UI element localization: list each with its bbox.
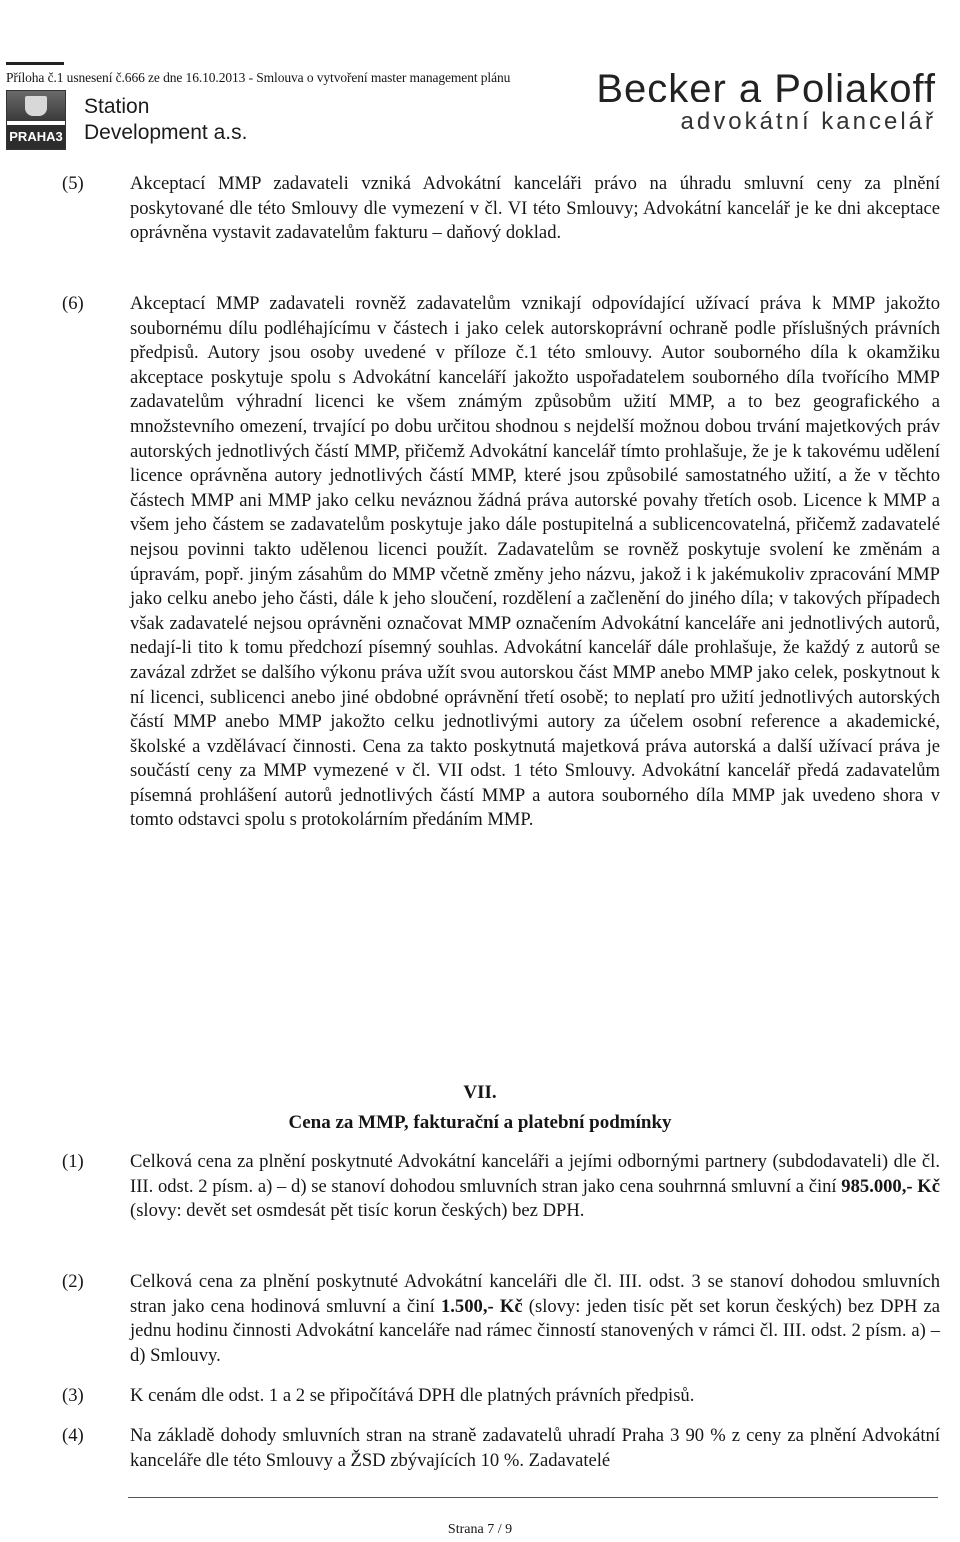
hourly-rate: 1.500,- Kč: [440, 1295, 523, 1317]
section-number: VII.: [463, 1082, 497, 1103]
paragraph-text: Akceptací MMP zadavateli vzniká Advokátní kanceláři právo na úhradu smluvní ceny za plnění poskytované dle této Smlouvy dle vymezení v čl. VI této Smlouvy; Advokátní kancelář je ke dni akceptace oprávněna vystavit zadavatelům fakturu – daňový doklad.: [130, 173, 940, 244]
paragraph-text: [130, 1150, 940, 1224]
attachment-note: Příloha č.1 usnesení č.666 ze dne 16.10.2013 - Smlouva o vytvoření master management plánu: [6, 70, 511, 85]
paragraph-text: Akceptací MMP zadavateli rovněž zadavatelům vznikají odpovídající užívací práva k MMP jakožto soubornému dílu podléhajícímu v částech i jako celek autorskoprávní ochraně podle příslušných právních předpisů. Autory jsou osoby uvedené v příloze č.1 této smlouvy. Autor souborného díla k okamžiku akceptace poskytuje spolu s Advokátní kanceláří jakožto uspořadatelem souborného díla tvořícího MMP zadavatelům výhradní licenci ke všem známým způsobům užití MMP, a to bez geografického a množstevního omezení, trvající po dobu určitou shodnou s nejdelší možnou dobou trvání majetkových práv autorských jednotlivých částí MMP, přičemž Advokátní kancelář tímto prohlašuje, že je k takovému udělení licence oprávněna autory jednotlivých částí MMP, které jsou způsobilé samostatného užití, a že v těchto částech MMP ani MMP jako celku neváznou žádná práva autorské povahy třetích osob. Licence k MMP a všem jeho částem se zadavatelům poskytuje jako dále postupitelná a sublicencovatelná, přičemž zadavatelé nejsou povinni takto udělenou licenci použít. Zadavatelům se rovněž poskytuje svolení ke změnám a úpravám, popř. jiným zásahům do MMP včetně změny jeho názvu, jakož i k jakémukoliv zpracování MMP jako celku anebo jeho části, dále k jeho sloučení, rozdělení a začlenění do jiného díla; v takových případech však zadavatelé nejsou oprávněni označovat MMP označením Advokátní kanceláře ani jednotlivých autorů, nedají-li tito k tomu předchozí písemný souhlas. Advokátní kancelář dále prohlašuje, že každý z autorů se zavázal zdržet se dalšího výkonu práva užít svou autorskou část MMP anebo MMP jako celek, poskytnout k ní licenci, sublicenci anebo jiné obdobné oprávnění třetí osobě; to neplatí pro užití jednotlivých autorských částí MMP anebo MMP jakožto celku jednotlivými autory za účelem osobní reference a akademické, školské a vzdělávací činnosti. Cena za takto poskytnutá majetková práva autorská a další užívací práva je součástí ceny za MMP vymezené v čl. VII odst. 1 této Smlouvy. Advokátní kancelář předá zadavatelům písemná prohlášení autorů jednotlivých částí MMP a autora souborného díla MMP jak uvedeno shora v tomto odstavci spolu s protokolárním předáním MMP.: [130, 293, 940, 831]
paragraph-number: (5): [62, 173, 84, 194]
paragraph-number: (4): [62, 1425, 84, 1446]
footer-rule: [128, 1497, 938, 1498]
paragraph-number: (3): [62, 1385, 84, 1406]
company-line-1: Station: [84, 95, 150, 118]
paragraph-number: (1): [62, 1151, 84, 1172]
coat-of-arms-icon: [7, 91, 65, 121]
paragraph-vii-4: [62, 1424, 940, 1473]
text-run: Celková cena za plnění poskytnuté Advokátní kanceláři dle čl. III. odst. 3 se stanoví dohodou smluvních stran jako cena hodinová smluvní a činí: [130, 1271, 940, 1317]
price-amount: 985.000,- Kč: [841, 1175, 940, 1197]
logo-label: PRAHA3: [7, 125, 65, 149]
law-firm-subtitle: advokátní kancelář: [680, 108, 936, 135]
paragraph-6: [62, 292, 940, 833]
text-run: Celková cena za plnění poskytnuté Advokátní kanceláři a jejími odbornými partnery (subdodavateli) dle čl. III. odst. 2 písm. a) – d) se stanoví dohodou smluvních stran jako cena souhrnná smluvní a činí: [130, 1151, 940, 1197]
paragraph-5: [62, 172, 940, 246]
company-line-2: Development a.s.: [84, 121, 248, 144]
text-run: (slovy: jeden tisíc pět set korun českých) bez DPH za jednu hodinu činnosti Advokátní kanceláře nad rámec činností stanovených v rámci čl. III. odst. 2 písm. a) – d) Smlouvy.: [130, 1295, 940, 1366]
paragraph-number: (2): [62, 1271, 84, 1292]
paragraph-vii-3: [62, 1384, 940, 1409]
paragraph-vii-1: [62, 1150, 940, 1224]
paragraph-text: [130, 1270, 940, 1368]
praha3-logo: [6, 90, 66, 150]
section-title: Cena za MMP, fakturační a platební podmínky: [288, 1112, 672, 1133]
paragraph-vii-2: [62, 1270, 940, 1368]
law-firm-mark: [596, 72, 936, 136]
paragraph-text: K cenám dle odst. 1 a 2 se připočítává DPH dle platných právních předpisů.: [130, 1385, 695, 1406]
header-rule: [6, 62, 64, 65]
text-run: (slovy: devět set osmdesát pět tisíc korun českých) bez DPH.: [130, 1200, 585, 1222]
paragraph-text: Na základě dohody smluvních stran na straně zadavatelů uhradí Praha 3 90 % z ceny za plnění Advokátní kanceláře dle této Smlouvy a ŽSD zbývajících 10 %. Zadavatelé: [130, 1425, 940, 1471]
page-number: Strana 7 / 9: [447, 1522, 513, 1537]
law-firm-name: Becker a Poliakoff: [596, 72, 936, 102]
paragraph-number: (6): [62, 293, 84, 314]
company-name: [84, 94, 247, 146]
